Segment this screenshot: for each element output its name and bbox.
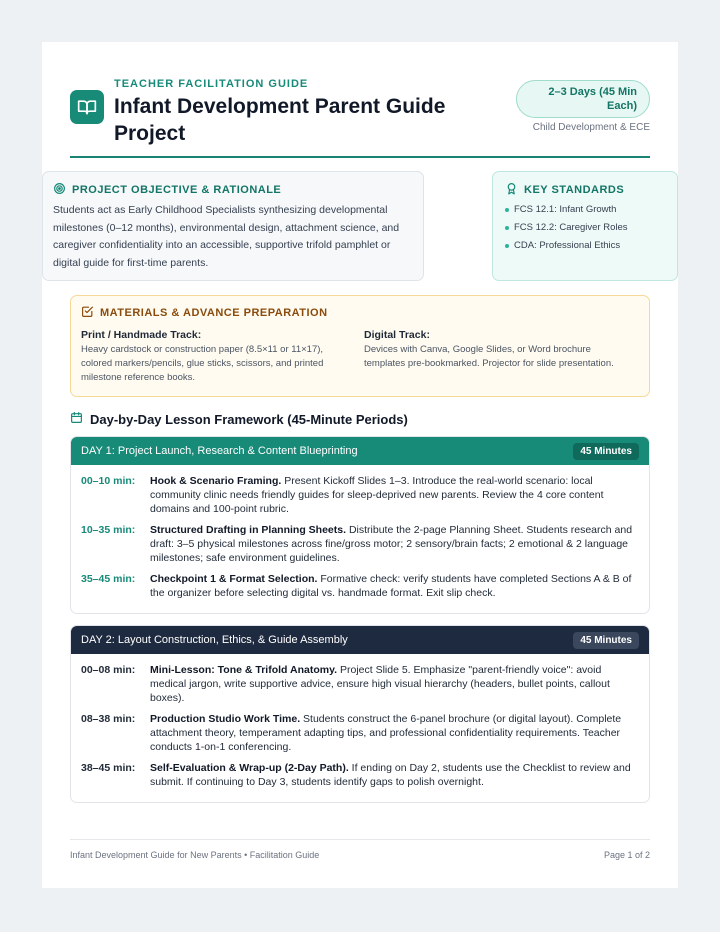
calendar-icon xyxy=(70,411,83,427)
time-slot: 10–35 min: xyxy=(81,524,136,536)
digital-track xyxy=(364,329,624,371)
page-eyebrow: TEACHER FACILITATION GUIDE xyxy=(114,78,309,90)
day-2-duration-badge: 45 Minutes xyxy=(573,632,639,649)
objective-heading: PROJECT OBJECTIVE & RATIONALE xyxy=(72,184,282,196)
activity-text: If ending on Day 2, students use the Checklist to review and submit. If continuing to Day 3, students identify gaps to polish overnight. xyxy=(150,762,631,788)
print-track-text: Heavy cardstock or construction paper (8.5×11 or 11×17), colored markers/pencils, glue sticks, scissors, and printed milestone reference books. xyxy=(81,344,324,383)
materials-box xyxy=(70,295,650,397)
checkbox-edit-icon xyxy=(81,305,94,321)
activity-text: Project Slide 5. Emphasize "parent-friendly voice": avoid medical jargon, write supportive advice, ensure high visual hierarchy (headers, bullet points, callout boxes). xyxy=(150,664,610,704)
objective-text: Students act as Early Childhood Specialists synthesizing developmental milestones (0–12 months), environmental design, attachment science, and caregiver confidentiality into an accessible, supportive trifold pamphlet or digital guide for first-time parents. xyxy=(53,204,400,269)
day-1-body xyxy=(71,465,649,600)
day-1-duration-badge: 45 Minutes xyxy=(573,443,639,460)
page-number: Page 1 of 2 xyxy=(603,850,650,860)
framework-title: Day-by-Day Lesson Framework (45-Minute Periods) xyxy=(90,411,408,427)
day-2-title: DAY 2: Layout Construction, Ethics, & Guide Assembly xyxy=(81,634,348,646)
schedule-item xyxy=(81,474,639,516)
print-track-title: Print / Handmade Track: xyxy=(81,329,202,341)
standards-list xyxy=(505,201,665,255)
day-2-body xyxy=(71,654,649,789)
schedule-item xyxy=(81,572,639,600)
activity-text: Distribute the 2-page Planning Sheet. Students research and draft: 3–5 physical milestones across fine/gross motor; 2 sensory/brain facts; 2 emotional & 2 language milestones; safe environment guidelines. xyxy=(150,524,633,564)
day-2-header xyxy=(71,626,649,654)
page-title: Infant Development Parent Guide Project xyxy=(114,95,446,145)
guide-page xyxy=(42,42,678,888)
activity-lead: Checkpoint 1 & Format Selection. xyxy=(150,573,318,585)
duration-badge: 2–3 Days (45 Min Each) xyxy=(516,80,650,118)
standards-box xyxy=(492,171,678,281)
schedule-item xyxy=(81,523,639,565)
time-slot: 00–08 min: xyxy=(81,664,136,676)
activity-lead: Self-Evaluation & Wrap-up (2-Day Path). xyxy=(150,762,349,774)
activity-description xyxy=(150,663,639,705)
objective-box xyxy=(42,171,424,281)
day-1-title: DAY 1: Project Launch, Research & Content Blueprinting xyxy=(81,445,358,457)
activity-description xyxy=(150,523,639,565)
time-slot: 38–45 min: xyxy=(81,762,136,774)
day-1-card xyxy=(70,436,650,614)
target-icon xyxy=(53,182,66,198)
schedule-item xyxy=(81,761,639,789)
activity-description xyxy=(150,761,639,789)
activity-text: Present Kickoff Slides 1–3. Introduce the real-world scenario: local community clinic needs friendly guides for sleep-deprived new parents. Review the 4 core content domains and 100-point rubric. xyxy=(150,475,604,515)
day-1-header xyxy=(71,437,649,465)
standard-item: FCS 12.2: Caregiver Roles xyxy=(505,219,665,237)
time-slot: 00–10 min: xyxy=(81,475,136,487)
activity-text: Formative check: verify students have completed Sections A & B of the organizer before selecting digital vs. handmade format. Exit slip check. xyxy=(150,573,632,599)
activity-description xyxy=(150,712,639,754)
framework-heading-row xyxy=(70,411,408,427)
activity-text: Students construct the 6-panel brochure (or digital layout). Complete attachment theory, temperament adapting tips, and professional confidentiality requirements. Teacher conducts 1-on-1 conferencing. xyxy=(150,713,622,753)
activity-lead: Production Studio Work Time. xyxy=(150,713,301,725)
subject-label: Child Development & ECE xyxy=(532,122,650,133)
day-2-card xyxy=(70,625,650,803)
time-slot: 08–38 min: xyxy=(81,713,136,725)
page-header xyxy=(70,42,650,158)
digital-track-text: Devices with Canva, Google Slides, or Word brochure templates pre-bookmarked. Projector for slide presentation. xyxy=(364,344,614,369)
overview-row xyxy=(42,171,678,281)
activity-lead: Mini-Lesson: Tone & Trifold Anatomy. xyxy=(150,664,338,676)
footer-doc-title: Infant Development Guide for New Parents • Facilitation Guide xyxy=(70,850,320,860)
materials-heading-row xyxy=(81,305,639,321)
schedule-item xyxy=(81,663,639,705)
activity-lead: Hook & Scenario Framing. xyxy=(150,475,282,487)
objective-heading-row xyxy=(53,182,413,198)
activity-description xyxy=(150,474,639,516)
time-slot: 35–45 min: xyxy=(81,573,136,585)
activity-lead: Structured Drafting in Planning Sheets. xyxy=(150,524,347,536)
book-icon xyxy=(70,90,104,124)
materials-heading: MATERIALS & ADVANCE PREPARATION xyxy=(100,307,328,319)
standards-heading: KEY STANDARDS xyxy=(524,184,625,196)
digital-track-title: Digital Track: xyxy=(364,329,430,341)
schedule-item xyxy=(81,712,639,754)
activity-description xyxy=(150,572,639,600)
standard-item: FCS 12.1: Infant Growth xyxy=(505,201,665,219)
print-track xyxy=(81,329,353,385)
standard-item: CDA: Professional Ethics xyxy=(505,237,665,255)
standards-heading-row xyxy=(505,182,665,198)
page-footer xyxy=(70,839,650,860)
award-icon xyxy=(505,182,518,198)
